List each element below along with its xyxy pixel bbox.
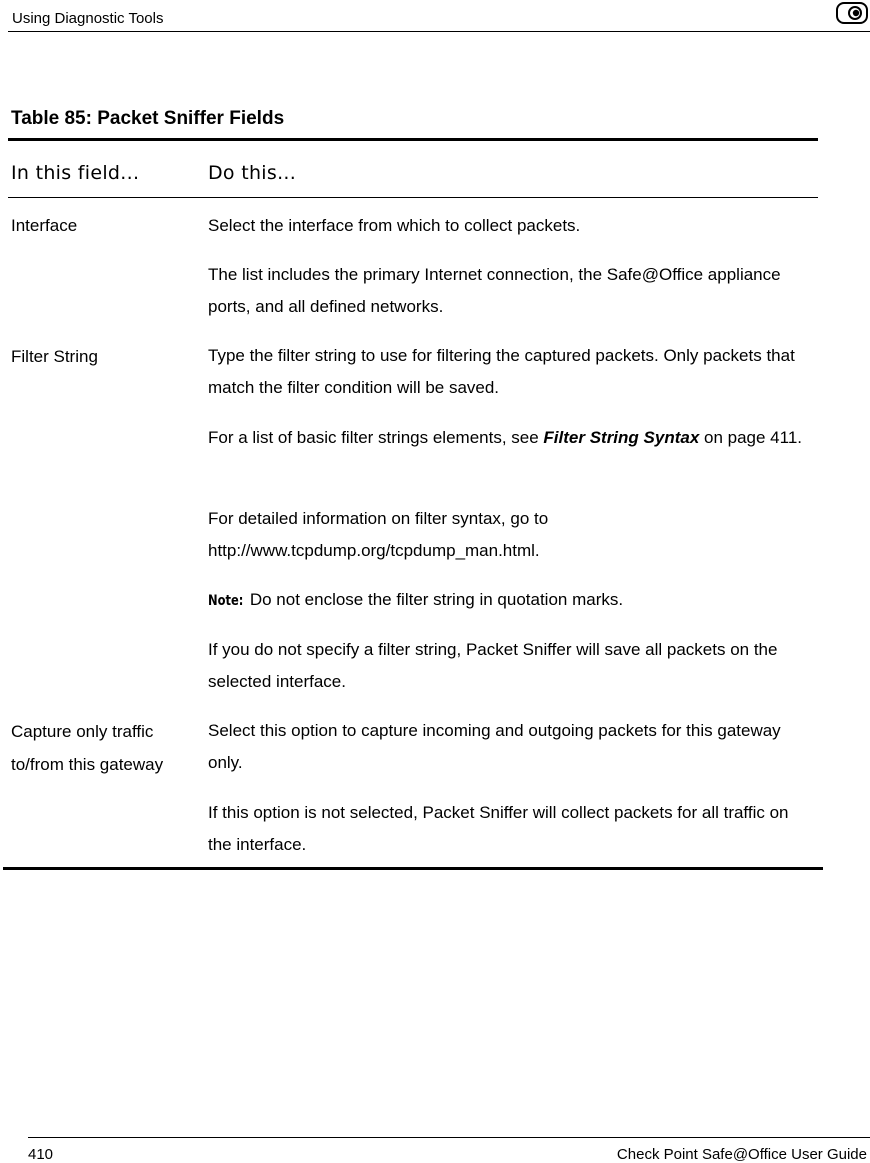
running-header — [8, 0, 870, 32]
filter-string-syntax-link[interactable]: Filter String Syntax — [543, 428, 700, 447]
capture-description-1: Select this option to capture incoming and outgoing packets for this gateway only. — [208, 721, 781, 772]
interface-description-2: The list includes the primary Internet connection, the Safe@Office appliance ports, and all defined networks. — [208, 265, 781, 316]
table-bottom-rule — [3, 867, 823, 870]
filter-description-2 — [208, 422, 813, 454]
note-text: Do not enclose the filter string in quotation marks. — [245, 590, 624, 609]
field-filter-string: Filter String — [11, 347, 98, 366]
filter-description-5: If you do not specify a filter string, Packet Sniffer will save all packets on the selected interface. — [208, 640, 778, 691]
table-header-rule — [8, 197, 818, 198]
footer-rule — [28, 1137, 870, 1138]
table-top-rule — [8, 138, 818, 141]
guide-title: Check Point Safe@Office User Guide — [616, 1146, 867, 1163]
filter-see-text: For a list of basic filter strings elements, see — [208, 428, 544, 447]
page-number: 410 — [28, 1146, 54, 1163]
interface-description-1: Select the interface from which to collect packets. — [208, 216, 581, 235]
safe-office-logo-icon — [836, 2, 868, 24]
column-header-action: Do this... — [208, 162, 297, 184]
capture-description-2: If this option is not selected, Packet Sniffer will collect packets for all traffic on the interface. — [208, 803, 789, 854]
filter-description-3: For detailed information on filter syntax, go to http://www.tcpdump.org/tcpdump_man.html. — [208, 509, 549, 560]
filter-page-ref: on page 411. — [699, 428, 803, 447]
field-interface: Interface — [11, 216, 78, 235]
column-header-field: In this field... — [11, 162, 140, 184]
table-caption: Table 85: Packet Sniffer Fields — [11, 108, 285, 129]
field-capture-only-line-1: Capture only traffic — [11, 722, 154, 741]
filter-description-1: Type the filter string to use for filtering the captured packets. Only packets that match the filter condition will be saved. — [208, 346, 795, 397]
note-label: Note: — [208, 593, 244, 609]
section-title: Using Diagnostic Tools — [12, 10, 164, 27]
field-capture-only-line-2: to/from this gateway — [11, 755, 164, 774]
filter-note — [208, 584, 813, 617]
